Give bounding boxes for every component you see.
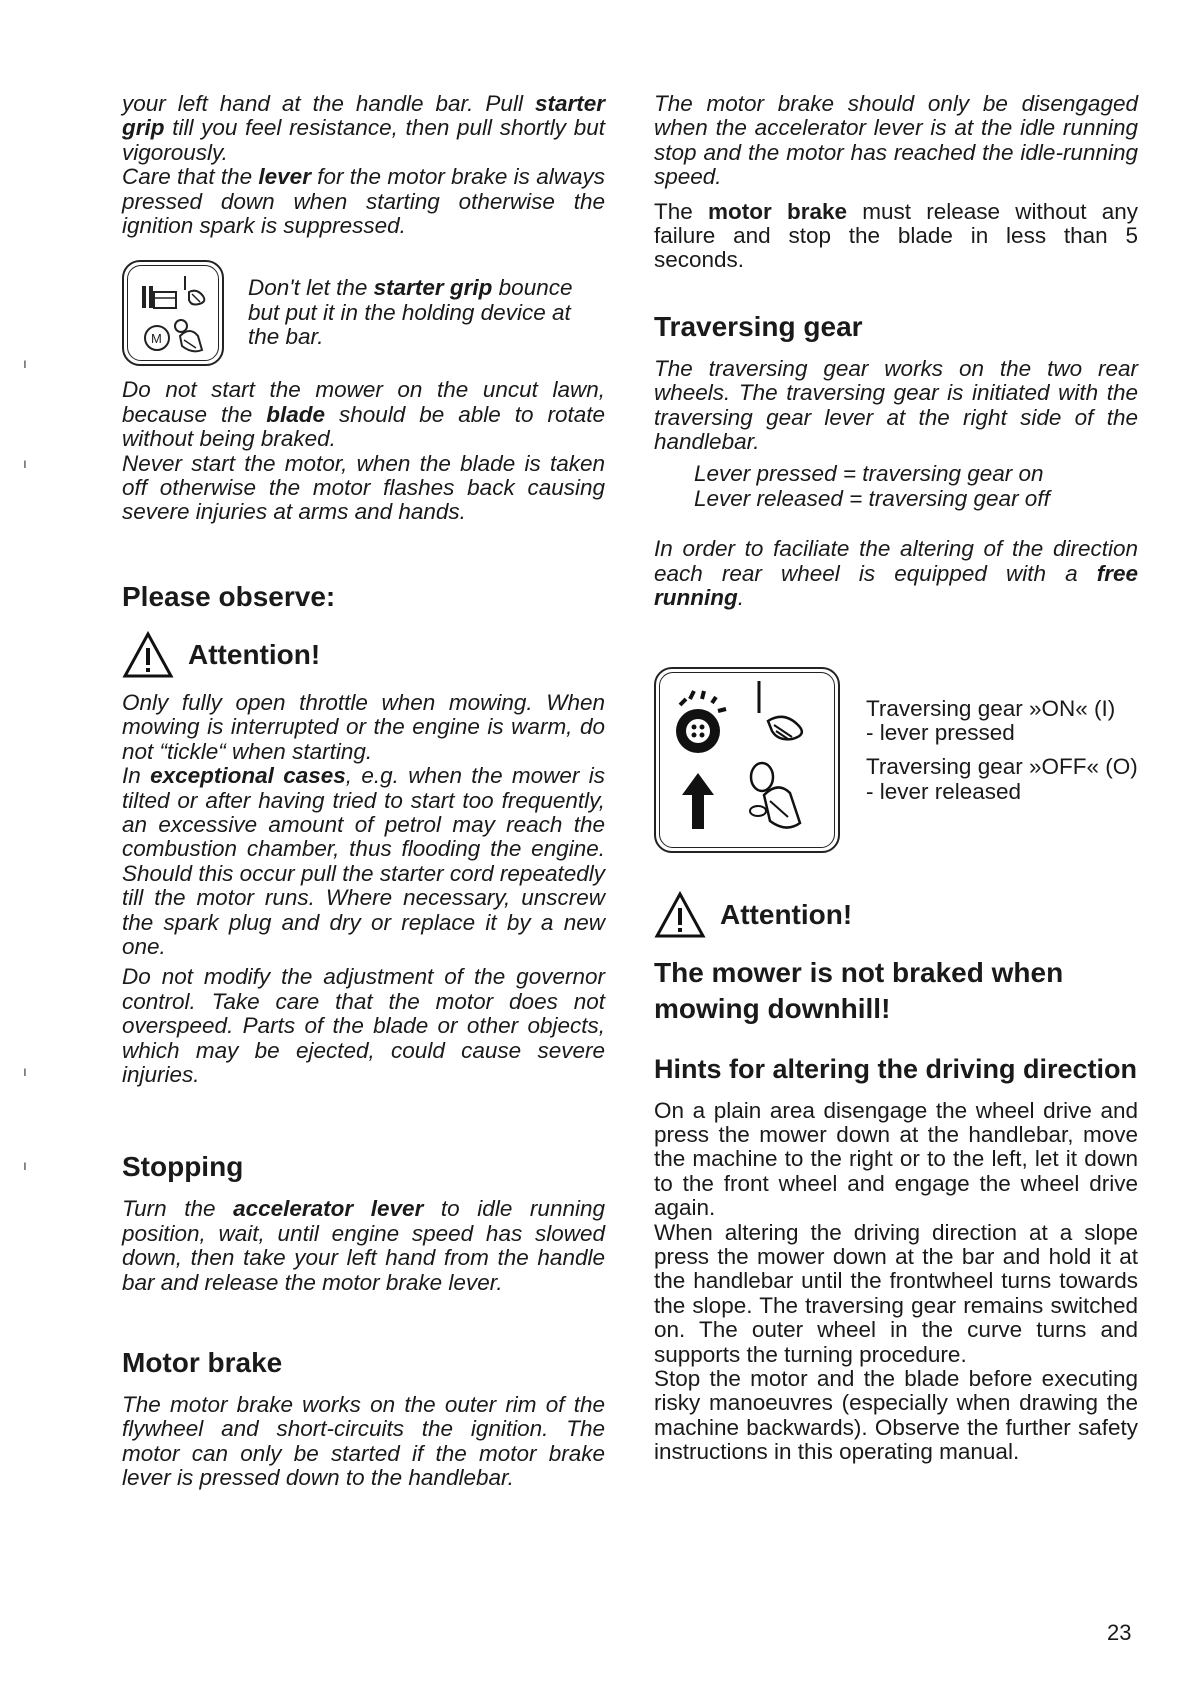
traversing-gear-icon [654, 667, 840, 853]
text-span: your left hand at the handle bar. Pull [122, 91, 535, 116]
gear-on-sub: - lever pressed [866, 719, 1015, 745]
warning-triangle-icon [122, 631, 174, 679]
attention-label: Attention! [188, 638, 321, 670]
traversing-gear-legend [654, 667, 1138, 853]
gear-off-sub: - lever released [866, 778, 1022, 804]
scan-mark: ı [23, 355, 27, 371]
brake-release-paragraph [654, 200, 1138, 273]
text-span: Care that the [122, 164, 259, 190]
lever-state-table [694, 462, 1138, 511]
bold-term: starter grip [373, 275, 493, 301]
traversing-gear-legend-text [866, 697, 1138, 805]
attention-banner [122, 631, 605, 679]
risky-manoeuvres-paragraph: Stop the motor and the blade before executing risky manoeuvres (especially when drawing the machine backwards). Observe the further safety instructions in this operating manual. [654, 1365, 1138, 1465]
text-span: Don't let the [248, 275, 374, 301]
text-span: bounce but put it in the holding device at the bar. [248, 275, 573, 350]
traversing-gear-heading: Traversing gear [654, 310, 863, 342]
motor-brake-heading: Motor brake [122, 1347, 283, 1378]
bold-term: motor brake [708, 198, 848, 224]
lever-pressed-row: Lever pressed = traversing gear on [694, 461, 1044, 487]
brake-lever-paragraph [122, 165, 605, 238]
bold-term: free running [654, 560, 1138, 611]
stopping-heading: Stopping [122, 1151, 244, 1183]
stopping-paragraph [122, 1197, 605, 1295]
throttle-paragraph: Only fully open throttle when mowing. When mowing is interrupted or the engine is warm, do not “tickle“ when starting. [122, 689, 605, 764]
page-number: 23 [1107, 1620, 1132, 1645]
starter-grip-note [122, 260, 605, 366]
text-span: should be able to rotate without being braked. [122, 401, 605, 452]
slope-paragraph: When altering the driving direction at a slope press the mower down at the bar and hold it at the handlebar until the frontwheel turns towards the slope. The traversing gear remains switched on. The outer wheel in the curve turns and supports the turning procedure. [654, 1219, 1138, 1367]
text-span: , e.g. when the mower is tilted or after having tried to start too frequently, an excessive amount of petrol may reach the combustion chamber, thus flooding the engine. Should this occur pull the starter cord repeatedly till the motor runs. Where necessary, unscrew the spark plug and dry or replace it by a new one. [122, 763, 605, 959]
bold-term: starter grip [122, 91, 605, 141]
lever-released-row: Lever released = traversing gear off [694, 485, 1050, 511]
scan-mark: ı [23, 455, 27, 471]
svg-text:M: M [151, 331, 162, 347]
scan-mark: ı [23, 1157, 27, 1173]
warning-triangle-icon [654, 891, 706, 939]
attention-label: Attention! [720, 898, 853, 930]
right-column [654, 92, 1138, 1465]
text-span: In [122, 763, 151, 789]
text-span: Turn the [122, 1196, 234, 1222]
scan-mark: ı [23, 1063, 27, 1079]
text-span: In order to faciliate the altering of the direction each rear wheel is equipped with a [654, 536, 1138, 586]
traversing-paragraph: The traversing gear works on the two rear wheels. The traversing gear is initiated with the traversing gear lever at the right side of the handlebar. [654, 355, 1138, 455]
plain-area-paragraph: On a plain area disengage the wheel drive and press the mower down at the handlebar, move the machine to the right or to the left, let it down to the front wheel and engage the wheel drive again. [654, 1097, 1138, 1221]
left-column [122, 92, 605, 1491]
disengage-paragraph: The motor brake should only be disengaged when the accelerator lever is at the idle running stop and the motor has reached the idle-running speed. [654, 91, 1138, 190]
text-span: . [737, 585, 744, 611]
free-running-paragraph [654, 537, 1138, 610]
motor-brake-paragraph: The motor brake works on the outer rim of the flywheel and short-circuits the ignition. The motor can only be started if the motor brake lever is pressed down to the handlebar. [122, 1392, 605, 1491]
downhill-warning-heading: The mower is not braked when mowing downhill! [654, 956, 1064, 1024]
text-span: till you feel resistance, then pull shortly but vigorously. [122, 115, 605, 165]
attention-banner-right [654, 891, 1138, 939]
bold-term: blade [266, 401, 326, 427]
text-span: must release without any failure and stop the blade in less than 5 seconds. [654, 198, 1139, 273]
text-span: The [654, 198, 708, 224]
bold-term: accelerator lever [233, 1196, 424, 1222]
please-observe-heading: Please observe: [122, 580, 336, 612]
blade-off-paragraph: Never start the motor, when the blade is taken off otherwise the motor flashes back causing severe injuries at arms and hands. [122, 450, 605, 525]
bold-term: exceptional cases [150, 763, 346, 789]
text-span: Do not start the mower on the uncut lawn, because the [122, 377, 605, 427]
gear-off-label: Traversing gear »OFF« (O) [866, 754, 1138, 780]
hints-heading: Hints for altering the driving direction [654, 1053, 1138, 1084]
flooding-paragraph [122, 764, 605, 959]
uncut-lawn-paragraph [122, 378, 605, 451]
starter-grip-note-text [248, 276, 603, 349]
governor-paragraph: Do not modify the adjustment of the governor control. Take care that the motor does not overspeed. Parts of the blade or other objects, which may be ejected, could cause severe injuries. [122, 964, 605, 1087]
gear-on-label: Traversing gear »ON« (I) [866, 695, 1116, 721]
text-span: to idle running position, wait, until engine speed has slowed down, then take your left hand from the handle bar and release the motor brake lever. [122, 1196, 605, 1295]
text-span: for the motor brake is always pressed down when starting otherwise the ignition spark is suppressed. [122, 164, 605, 239]
starter-grip-icon [122, 260, 224, 366]
bold-term: lever [258, 164, 311, 190]
starting-paragraph [122, 92, 605, 165]
